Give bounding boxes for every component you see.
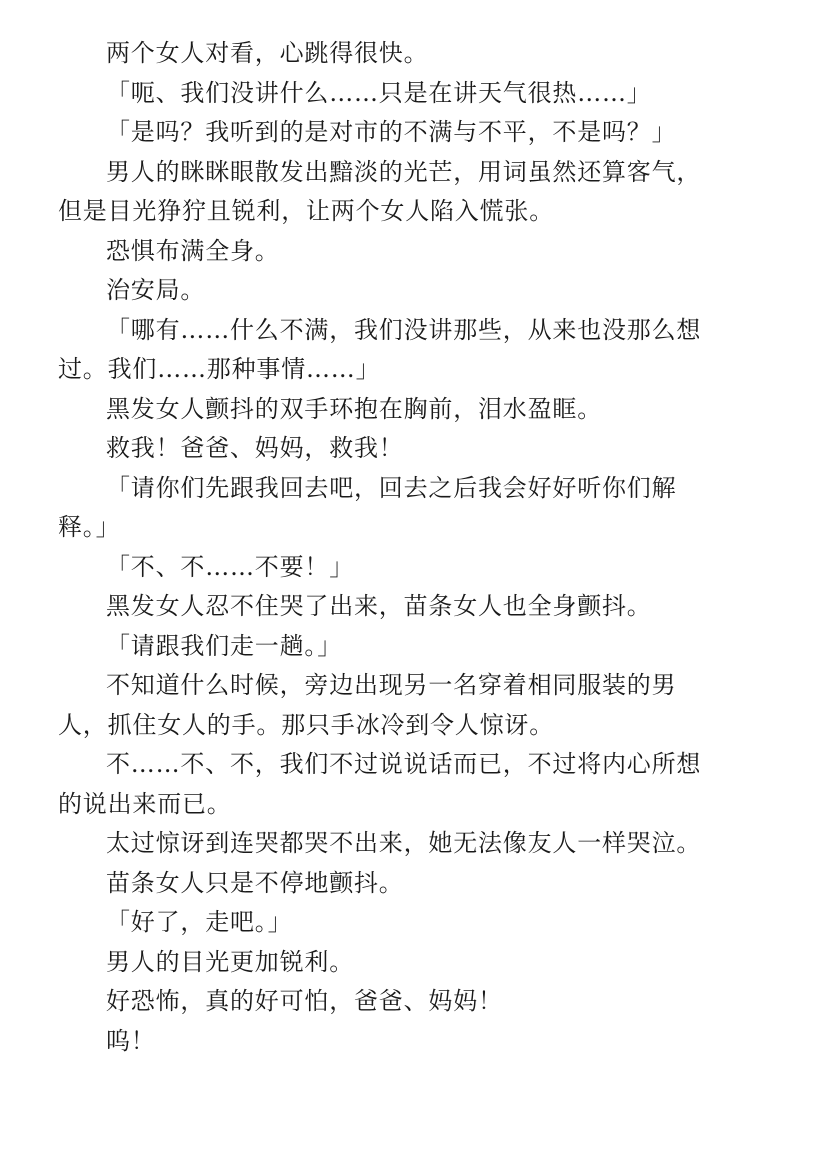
text-line: 好恐怖，真的好可怕，爸爸、妈妈！ bbox=[106, 987, 503, 1015]
paragraph-11 bbox=[58, 548, 754, 588]
text-line: 恐惧布满全身。 bbox=[106, 236, 280, 265]
paragraph-15 bbox=[58, 745, 754, 824]
paragraph-19 bbox=[58, 943, 754, 983]
text-line: 过。我们……那种事情……」 bbox=[58, 355, 381, 383]
text-line: 「不、不……不要！」 bbox=[106, 552, 354, 581]
paragraph-3 bbox=[58, 113, 754, 153]
paragraph-7 bbox=[58, 311, 754, 390]
text-line: 黑发女人颤抖的双手环抱在胸前，泪水盈眶。 bbox=[106, 394, 602, 423]
text-line: 但是目光狰狞且锐利，让两个女人陷入慌张。 bbox=[58, 197, 554, 225]
text-line: 人，抓住女人的手。那只手冰冷到令人惊讶。 bbox=[58, 710, 554, 739]
text-line: 「哪有……什么不满，我们没讲那些，从来也没那么想 bbox=[106, 315, 702, 344]
text-line: 呜！ bbox=[106, 1026, 156, 1055]
paragraph-13 bbox=[58, 627, 754, 667]
text-line: 不……不、不，我们不过说说话而已，不过将内心所想 bbox=[106, 750, 702, 778]
text-line: 「好了，走吧。」 bbox=[106, 908, 293, 936]
text-line: 「请你们先跟我回去吧，回去之后我会好好听你们解 bbox=[106, 473, 677, 502]
paragraph-21 bbox=[58, 1022, 754, 1062]
text-line: 治安局。 bbox=[106, 276, 206, 304]
text-line: 救我！爸爸、妈妈，救我！ bbox=[106, 434, 404, 462]
text-line: 黑发女人忍不住哭了出来，苗条女人也全身颤抖。 bbox=[106, 592, 652, 620]
text-line: 「呃、我们没讲什么……只是在讲天气很热……」 bbox=[106, 78, 652, 107]
text-line: 「请跟我们走一趟。」 bbox=[106, 631, 342, 660]
paragraph-1 bbox=[58, 34, 754, 74]
paragraph-5 bbox=[58, 232, 754, 272]
paragraph-4 bbox=[58, 153, 754, 232]
paragraph-2 bbox=[58, 74, 754, 114]
paragraph-18 bbox=[58, 903, 754, 943]
text-line: 男人的眯眯眼散发出黯淡的光芒，用词虽然还算客气， bbox=[106, 157, 702, 186]
paragraph-12 bbox=[58, 587, 754, 627]
paragraph-17 bbox=[58, 864, 754, 904]
paragraph-20 bbox=[58, 982, 754, 1022]
text-line: 两个女人对看，心跳得很快。 bbox=[106, 39, 429, 67]
paragraph-9 bbox=[58, 429, 754, 469]
paragraph-8 bbox=[58, 390, 754, 430]
text-line: 「是吗？我听到的是对市的不满与不平，不是吗？」 bbox=[106, 118, 677, 146]
paragraph-10 bbox=[58, 469, 754, 548]
paragraph-14 bbox=[58, 666, 754, 745]
text-line: 的说出来而已。 bbox=[58, 789, 232, 818]
text-line: 男人的目光更加锐利。 bbox=[106, 947, 354, 976]
paragraph-6 bbox=[58, 271, 754, 311]
text-line: 不知道什么时候，旁边出现另一名穿着相同服装的男 bbox=[106, 671, 677, 699]
text-line: 苗条女人只是不停地颤抖。 bbox=[106, 868, 404, 897]
document-body bbox=[58, 34, 754, 1061]
paragraph-16 bbox=[58, 824, 754, 864]
text-line: 太过惊讶到连哭都哭不出来，她无法像友人一样哭泣。 bbox=[106, 829, 702, 857]
text-line: 释。」 bbox=[58, 513, 121, 541]
